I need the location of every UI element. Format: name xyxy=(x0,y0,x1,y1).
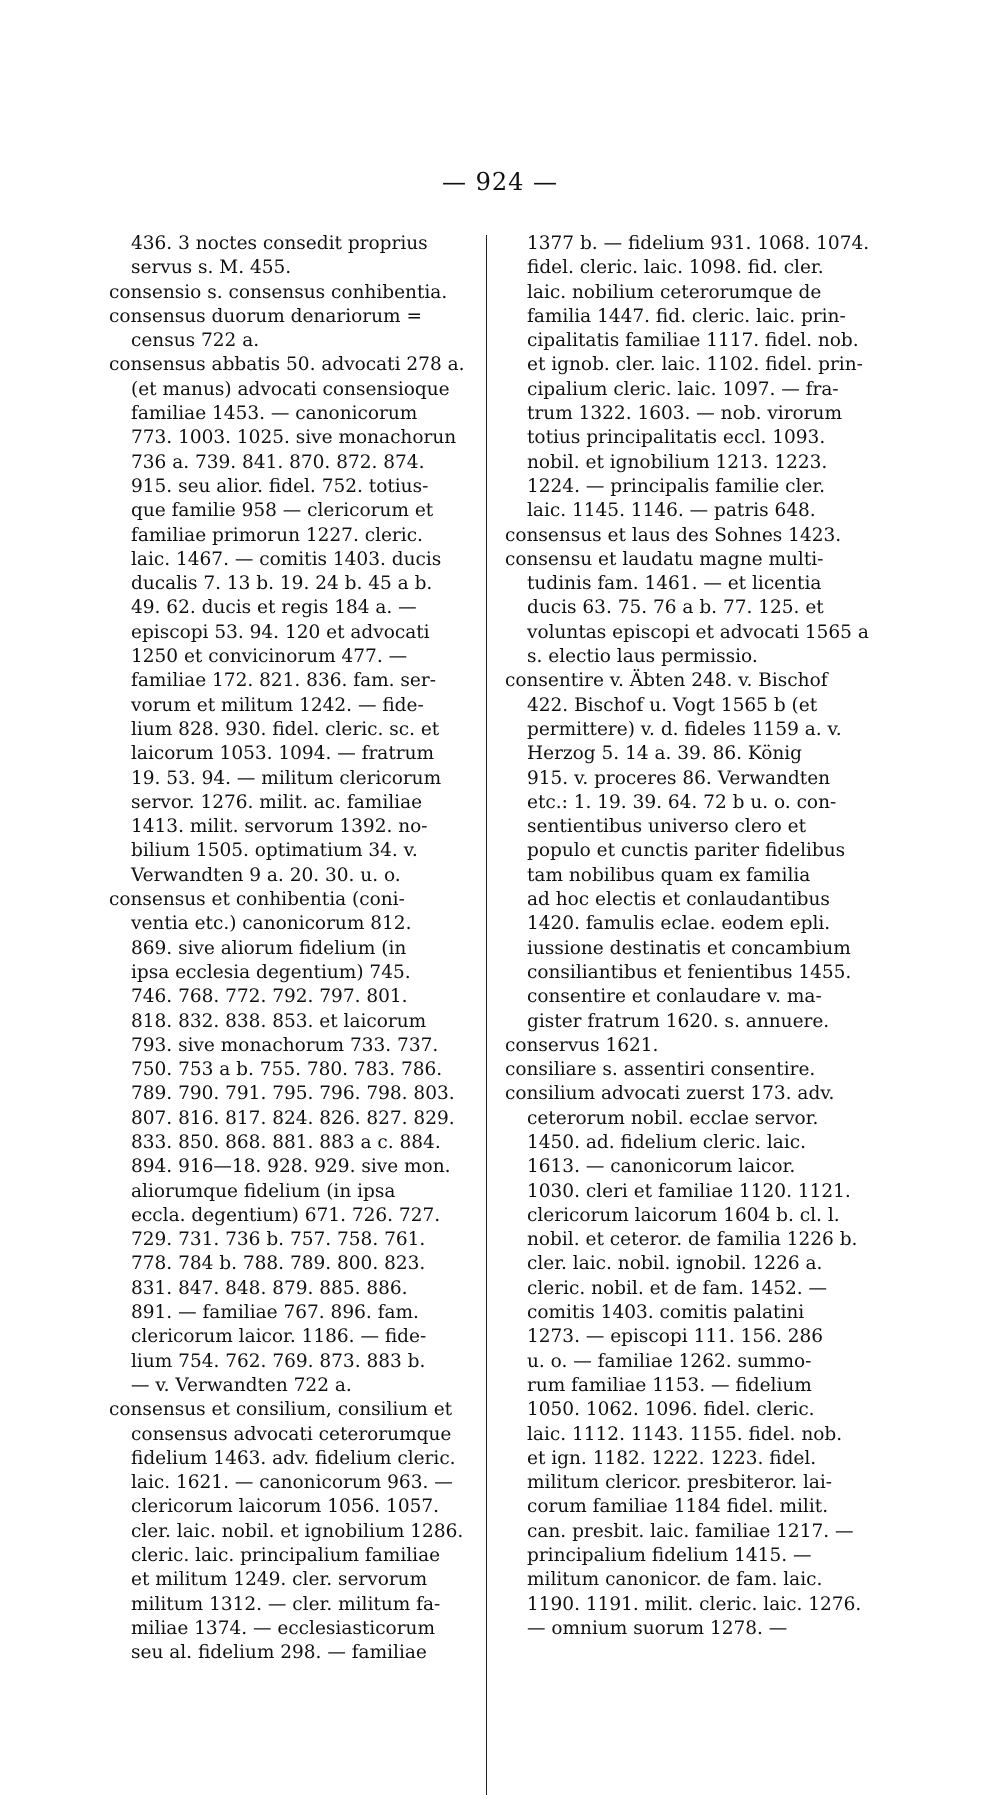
index-line: permittere) v. d. fideles 1159 a. v. xyxy=(527,718,842,740)
index-line: consiliare s. assentiri consentire. xyxy=(505,1059,816,1081)
index-line: consensus et conhibentia (coni- xyxy=(109,889,405,911)
index-line: ipsa ecclesia degentium) 745. xyxy=(131,961,411,983)
index-line: populo et cunctis pariter fidelibus xyxy=(527,840,846,862)
index-line: familiae 172. 821. 836. fam. ser- xyxy=(131,670,436,692)
index-line: iussione destinatis et concambium xyxy=(527,937,851,959)
index-line: corum familiae 1184 fidel. milit. xyxy=(527,1496,829,1518)
index-line: 1377 b. — fidelium 931. 1068. 1074. xyxy=(527,233,870,254)
index-line: bilium 1505. optimatium 34. v. xyxy=(131,840,418,862)
index-line: aliorumque fidelium (in ipsa xyxy=(131,1180,396,1202)
index-line: 1273. — episcopi 111. 156. 286 xyxy=(527,1326,824,1348)
index-line: consilium advocati zuerst 173. adv. xyxy=(505,1083,835,1105)
index-line: familiae primorun 1227. cleric. xyxy=(131,524,423,546)
index-line: 750. 753 a b. 755. 780. 783. 786. xyxy=(131,1059,443,1081)
index-line: laic. nobilium ceterorumque de xyxy=(527,281,822,303)
index-line: fidel. cleric. laic. 1098. fid. cler. xyxy=(527,257,824,279)
index-line: 831. 847. 848. 879. 885. 886. xyxy=(131,1277,408,1299)
index-line: totius principalitatis eccl. 1093. xyxy=(527,427,826,449)
index-line: — v. Verwandten 722 a. xyxy=(131,1374,352,1396)
index-line: militum clericor. presbiteror. lai- xyxy=(527,1472,833,1494)
index-line: et ignob. cler. laic. 1102. fidel. prin- xyxy=(527,354,863,376)
index-line: 1450. ad. fidelium cleric. laic. xyxy=(527,1131,806,1153)
index-line: consiliantibus et fenientibus 1455. xyxy=(527,961,852,983)
index-line: nobil. et ceteror. de familia 1226 b. xyxy=(527,1229,858,1251)
index-line: u. o. — familiae 1262. summo- xyxy=(527,1350,812,1372)
index-line: lium 754. 762. 769. 873. 883 b. xyxy=(131,1350,426,1372)
index-line: consentire et conlaudare v. ma- xyxy=(527,986,822,1008)
index-line: clericorum laicorum 1604 b. cl. l. xyxy=(527,1204,840,1226)
index-line: lium 828. 930. fidel. cleric. sc. et xyxy=(131,718,440,740)
index-line: 891. — familiae 767. 896. fam. xyxy=(131,1302,419,1324)
index-line: eccla. degentium) 671. 726. 727. xyxy=(131,1204,441,1226)
index-line: ducalis 7. 13 b. 19. 24 b. 45 a b. xyxy=(131,573,433,595)
index-line: 1420. famulis eclae. eodem epli. xyxy=(527,913,831,935)
index-line: 869. sive aliorum fidelium (in xyxy=(131,937,407,959)
index-line: ducis 63. 75. 76 a b. 77. 125. et xyxy=(527,597,824,619)
index-line: 1030. cleri et familiae 1120. 1121. xyxy=(527,1180,851,1202)
index-line: 1224. — principalis familie cler. xyxy=(527,475,826,497)
right-column xyxy=(505,232,887,1641)
index-line: rum familiae 1153. — fidelium xyxy=(527,1374,812,1396)
index-line: cler. laic. nobil. et ignobilium 1286. xyxy=(131,1520,464,1542)
index-line: 19. 53. 94. — militum clericorum xyxy=(131,767,442,789)
index-line: comitis 1403. comitis palatini xyxy=(527,1302,805,1324)
index-line: 807. 816. 817. 824. 826. 827. 829. xyxy=(131,1107,455,1129)
index-line: 736 a. 739. 841. 870. 872. 874. xyxy=(131,451,425,473)
index-line: tam nobilibus quam ex familia xyxy=(527,864,811,886)
index-line: Herzog 5. 14 a. 39. 86. König xyxy=(527,743,803,765)
index-line: consensu et laudatu magne multi- xyxy=(505,548,824,570)
index-line: 789. 790. 791. 795. 796. 798. 803. xyxy=(131,1083,455,1105)
index-line: ceterorum nobil. ecclae servor. xyxy=(527,1107,819,1129)
index-line: 915. seu alior. fidel. 752. totius- xyxy=(131,475,429,497)
index-line: 436. 3 noctes consedit proprius xyxy=(131,233,428,254)
index-line: laic. 1621. — canonicorum 963. — xyxy=(131,1472,453,1494)
index-line: consensus abbatis 50. advocati 278 a. xyxy=(109,354,465,376)
index-line: familiae 1453. — canonicorum xyxy=(131,403,418,425)
index-line: nobil. et ignobilium 1213. 1223. xyxy=(527,451,828,473)
index-line: consensus duorum denariorum = xyxy=(109,305,422,327)
index-line: 1190. 1191. milit. cleric. laic. 1276. xyxy=(527,1593,862,1615)
index-line: 1413. milit. servorum 1392. no- xyxy=(131,816,428,838)
index-line: seu al. fidelium 298. — familiae xyxy=(131,1642,427,1664)
index-line: clericorum laicor. 1186. — fide- xyxy=(131,1326,427,1348)
index-line: laic. 1145. 1146. — patris 648. xyxy=(527,500,816,522)
index-line: census 722 a. xyxy=(131,330,260,352)
index-line: consensus et laus des Sohnes 1423. xyxy=(505,524,842,546)
index-line: 49. 62. ducis et regis 184 a. — xyxy=(131,597,417,619)
index-line: 915. v. proceres 86. Verwandten xyxy=(527,767,831,789)
index-line: et militum 1249. cler. servorum xyxy=(131,1569,428,1591)
index-line: 1250 et convicinorum 477. — xyxy=(131,646,408,668)
index-line: vorum et militum 1242. — fide- xyxy=(131,694,424,716)
index-line: 746. 768. 772. 792. 797. 801. xyxy=(131,986,408,1008)
index-line: 1613. — canonicorum laicor. xyxy=(527,1156,796,1178)
index-line: trum 1322. 1603. — nob. virorum xyxy=(527,403,842,425)
index-line: consensus advocati ceterorumque xyxy=(131,1423,452,1445)
page-number-header: — 924 — xyxy=(441,168,559,196)
index-line: consensus et consilium, consilium et xyxy=(109,1399,453,1421)
index-line: conservus 1621. xyxy=(505,1034,659,1056)
index-line: 793. sive monachorum 733. 737. xyxy=(131,1034,439,1056)
index-line: cipalitatis familiae 1117. fidel. nob. xyxy=(527,330,859,352)
index-line: et ign. 1182. 1222. 1223. fidel. xyxy=(527,1447,817,1469)
index-line: 778. 784 b. 788. 789. 800. 823. xyxy=(131,1253,426,1275)
index-line: s. electio laus permissio. xyxy=(527,646,758,668)
index-line: episcopi 53. 94. 120 et advocati xyxy=(131,621,430,643)
index-line: 818. 832. 838. 853. et laicorum xyxy=(131,1010,427,1032)
index-line: voluntas episcopi et advocati 1565 a xyxy=(527,621,869,643)
index-line: 1050. 1062. 1096. fidel. cleric. xyxy=(527,1399,815,1421)
index-line: cler. laic. nobil. ignobil. 1226 a. xyxy=(527,1253,823,1275)
index-line: 894. 916—18. 928. 929. sive mon. xyxy=(131,1156,451,1178)
index-line: cleric. nobil. et de fam. 1452. — xyxy=(527,1277,828,1299)
index-line: (et manus) advocati consensioque xyxy=(131,378,450,400)
index-line: ventia etc.) canonicorum 812. xyxy=(131,913,412,935)
index-line: cleric. laic. principalium familiae xyxy=(131,1545,441,1567)
index-line: Verwandten 9 a. 20. 30. u. o. xyxy=(131,864,401,886)
index-line: gister fratrum 1620. s. annuere. xyxy=(527,1010,830,1032)
index-line: consensio s. consensus conhibentia. xyxy=(109,281,448,303)
index-line: miliae 1374. — ecclesiasticorum xyxy=(131,1617,435,1639)
index-line: 729. 731. 736 b. 757. 758. 761. xyxy=(131,1229,426,1251)
index-line: laic. 1467. — comitis 1403. ducis xyxy=(131,548,442,570)
left-column xyxy=(109,232,491,1666)
index-line: clericorum laicorum 1056. 1057. xyxy=(131,1496,440,1518)
index-line: principalium fidelium 1415. — xyxy=(527,1545,812,1567)
index-line: militum canonicor. de fam. laic. xyxy=(527,1569,823,1591)
index-line: que familie 958 — clericorum et xyxy=(131,500,434,522)
index-line: consentire v. Äbten 248. v. Bischof xyxy=(505,670,828,692)
index-line: laicorum 1053. 1094. — fratrum xyxy=(131,743,435,765)
index-line: can. presbit. laic. familiae 1217. — xyxy=(527,1520,854,1542)
index-line: — omnium suorum 1278. — xyxy=(527,1617,788,1639)
index-line: servus s. M. 455. xyxy=(131,257,292,279)
index-line: 773. 1003. 1025. sive monachorun xyxy=(131,427,457,449)
index-line: fidelium 1463. adv. fidelium cleric. xyxy=(131,1447,456,1469)
index-line: cipalium cleric. laic. 1097. — fra- xyxy=(527,378,839,400)
index-line: servor. 1276. milit. ac. familiae xyxy=(131,791,423,813)
index-line: tudinis fam. 1461. — et licentia xyxy=(527,573,822,595)
index-line: etc.: 1. 19. 39. 64. 72 b u. o. con- xyxy=(527,791,837,813)
index-line: ad hoc electis et conlaudantibus xyxy=(527,889,830,911)
index-line: 833. 850. 868. 881. 883 a c. 884. xyxy=(131,1131,441,1153)
index-line: laic. 1112. 1143. 1155. fidel. nob. xyxy=(527,1423,843,1445)
index-line: 422. Bischof u. Vogt 1565 b (et xyxy=(527,694,818,716)
index-line: militum 1312. — cler. militum fa- xyxy=(131,1593,441,1615)
index-line: familia 1447. fid. cleric. laic. prin- xyxy=(527,305,846,327)
index-line: sentientibus universo clero et xyxy=(527,816,807,838)
